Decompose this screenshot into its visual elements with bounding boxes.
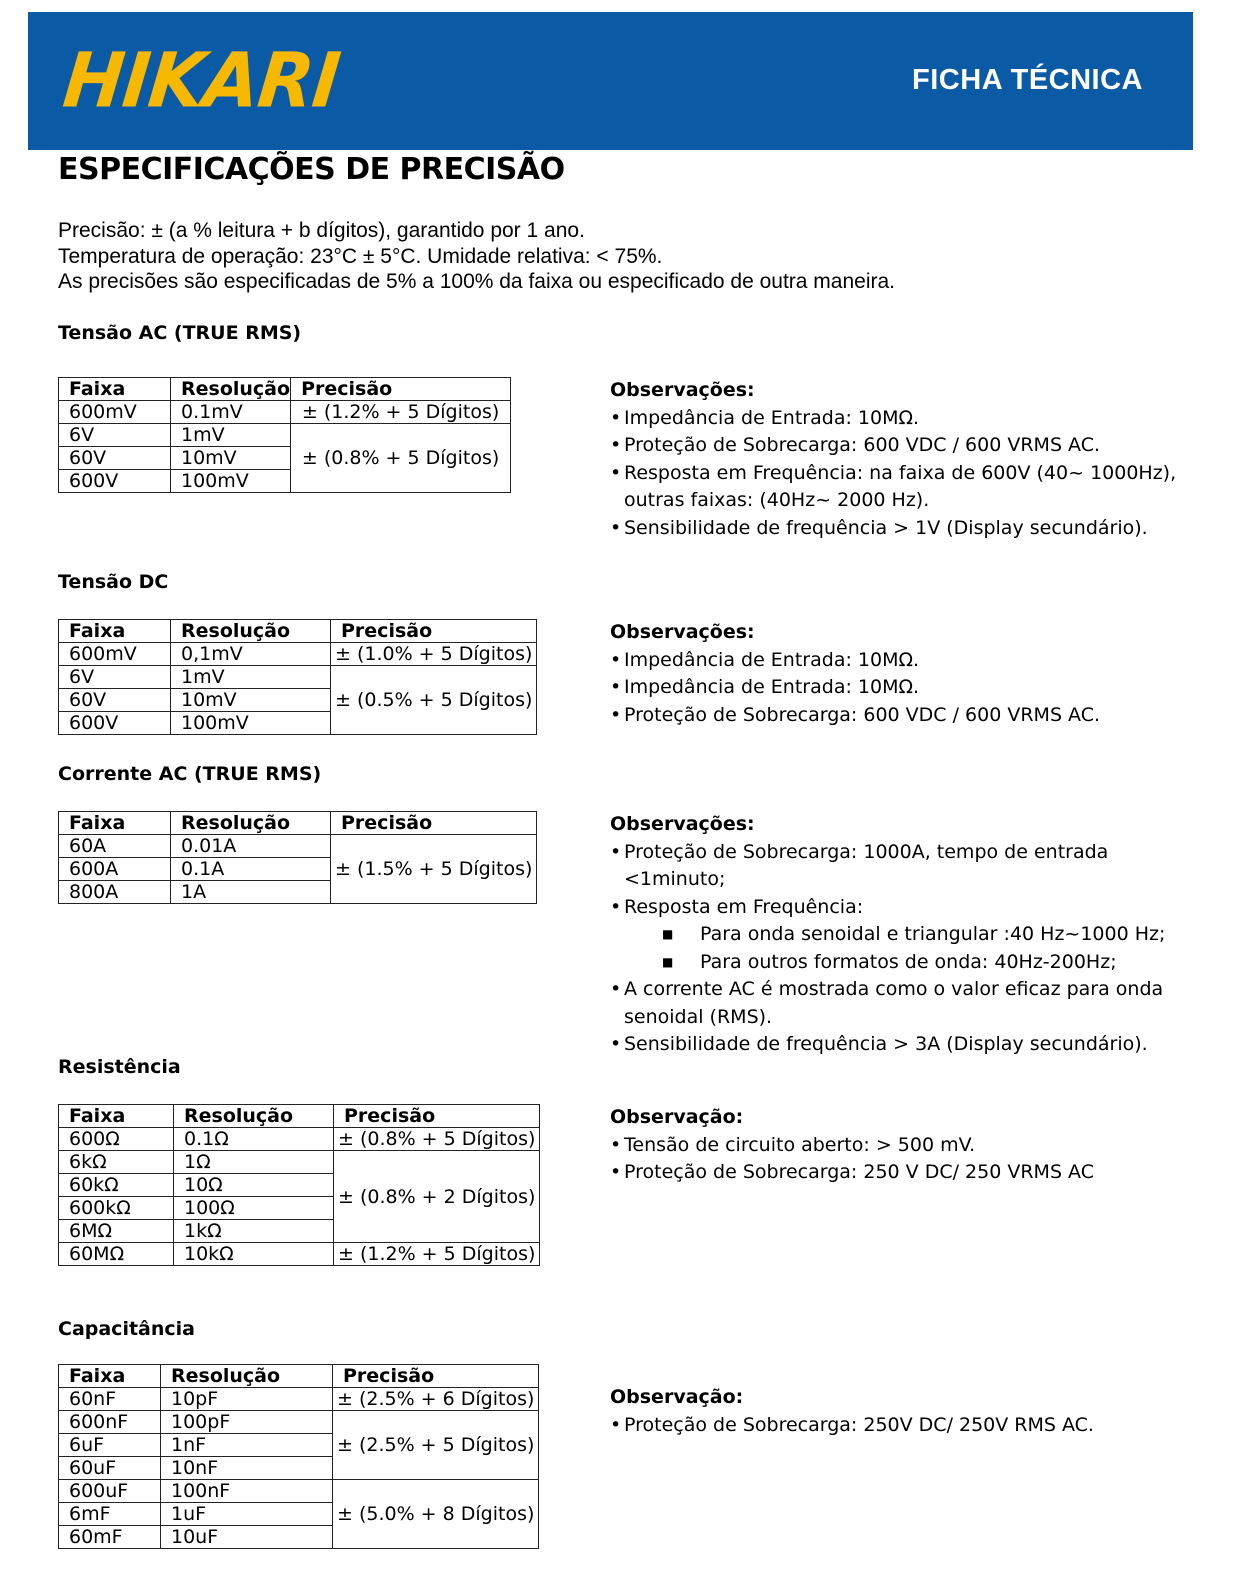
observation-subitem: ■ Para onda senoidal e triangular :40 Hz~1000 Hz; <box>610 921 1165 949</box>
cell-precision: ± (0.8% + 5 Dígitos) <box>291 424 511 493</box>
cell-resolution: 100mV <box>171 470 291 493</box>
table-header-row <box>59 378 511 401</box>
observations-title: Observações: <box>610 813 755 835</box>
table-row <box>59 1480 539 1503</box>
cell-precision: ± (2.5% + 5 Dígitos) <box>333 1411 539 1480</box>
intro-line: Precisão: ± (a % leitura + b dígitos), garantido por 1 ano. <box>58 219 585 242</box>
table-row <box>59 1411 539 1434</box>
table-row <box>59 424 511 447</box>
observations-cap <box>610 1384 1094 1439</box>
cell-range: 60kΩ <box>59 1174 174 1197</box>
cell-resolution: 1mV <box>171 424 291 447</box>
col-header: Faixa <box>59 378 171 401</box>
cell-resolution: 10mV <box>171 447 291 470</box>
cell-resolution: 0.01A <box>171 835 331 858</box>
cell-resolution: 1kΩ <box>174 1220 334 1243</box>
col-header: Faixa <box>59 620 171 643</box>
cell-resolution: 1uF <box>161 1503 333 1526</box>
observations-title: Observação: <box>610 1106 744 1128</box>
cell-range: 600kΩ <box>59 1197 174 1220</box>
cell-range: 6V <box>59 424 171 447</box>
col-header: Resolução <box>171 812 331 835</box>
table-row <box>59 1151 540 1174</box>
section-title-vdc: Tensão DC <box>58 571 169 593</box>
cell-range: 600V <box>59 470 171 493</box>
table-header-row <box>59 1105 540 1128</box>
col-header: Resolução <box>174 1105 334 1128</box>
col-header: Precisão <box>331 620 537 643</box>
cell-range: 60V <box>59 689 171 712</box>
cell-precision: ± (0.8% + 2 Dígitos) <box>334 1151 540 1243</box>
cell-precision: ± (0.8% + 5 Dígitos) <box>334 1128 540 1151</box>
intro-text <box>58 218 895 295</box>
cell-resolution: 1Ω <box>174 1151 334 1174</box>
observation-item <box>610 460 1176 515</box>
observation-item: • Proteção de Sobrecarga: 250V DC/ 250V RMS AC. <box>610 1412 1094 1440</box>
table-vdc <box>58 619 537 735</box>
cell-resolution: 10pF <box>161 1388 333 1411</box>
cell-range: 60nF <box>59 1388 161 1411</box>
cell-resolution: 0,1mV <box>171 643 331 666</box>
cell-resolution: 1nF <box>161 1434 333 1457</box>
col-header: Faixa <box>59 1365 161 1388</box>
col-header: Precisão <box>291 378 511 401</box>
col-header: Faixa <box>59 1105 174 1128</box>
cell-resolution: 10mV <box>171 689 331 712</box>
table-row <box>59 1128 540 1151</box>
table-row <box>59 643 537 666</box>
cell-range: 60V <box>59 447 171 470</box>
cell-range: 60mF <box>59 1526 161 1549</box>
table-header-row <box>59 812 537 835</box>
table-res <box>58 1104 540 1266</box>
cell-range: 600mV <box>59 401 171 424</box>
cell-resolution: 100Ω <box>174 1197 334 1220</box>
observation-item: • Tensão de circuito aberto: > 500 mV. <box>610 1132 1094 1160</box>
table-row <box>59 1243 540 1266</box>
table-vac <box>58 377 511 493</box>
cell-range: 600Ω <box>59 1128 174 1151</box>
observation-line: <1minuto; <box>624 868 726 890</box>
header-banner <box>28 12 1193 150</box>
observations-title: Observações: <box>610 379 755 401</box>
cell-resolution: 100pF <box>161 1411 333 1434</box>
cell-resolution: 0.1A <box>171 858 331 881</box>
cell-resolution: 10nF <box>161 1457 333 1480</box>
cell-range: 600V <box>59 712 171 735</box>
section-title-cap: Capacitância <box>58 1318 195 1340</box>
cell-precision: ± (5.0% + 8 Dígitos) <box>333 1480 539 1549</box>
table-row <box>59 401 511 424</box>
cell-precision: ± (2.5% + 6 Dígitos) <box>333 1388 539 1411</box>
cell-resolution: 10uF <box>161 1526 333 1549</box>
observation-line: • Resposta em Frequência: na faixa de 600V (40~ 1000Hz), <box>624 461 1177 484</box>
observation-item: • Impedância de Entrada: 10MΩ. <box>610 674 1100 702</box>
col-header: Resolução <box>161 1365 333 1388</box>
cell-resolution: 100nF <box>161 1480 333 1503</box>
observation-subitem: ■ Para outros formatos de onda: 40Hz-200Hz; <box>610 949 1165 977</box>
cell-precision: ± (1.5% + 5 Dígitos) <box>331 835 537 904</box>
table-iac <box>58 811 537 904</box>
cell-range: 60A <box>59 835 171 858</box>
observation-item <box>610 976 1165 1031</box>
observations-vdc <box>610 619 1100 729</box>
observation-item: • Proteção de Sobrecarga: 250 V DC/ 250 VRMS AC <box>610 1159 1094 1187</box>
cell-range: 800A <box>59 881 171 904</box>
observations-iac <box>610 811 1165 1059</box>
observations-res <box>610 1104 1094 1187</box>
cell-resolution: 0.1mV <box>171 401 291 424</box>
cell-precision: ± (1.2% + 5 Dígitos) <box>334 1243 540 1266</box>
cell-precision: ± (0.5% + 5 Dígitos) <box>331 666 537 735</box>
doc-type-label: FICHA TÉCNICA <box>912 64 1143 96</box>
cell-resolution: 10kΩ <box>174 1243 334 1266</box>
cell-range: 6V <box>59 666 171 689</box>
cell-precision: ± (1.0% + 5 Dígitos) <box>331 643 537 666</box>
observation-line: senoidal (RMS). <box>624 1005 773 1028</box>
observations-title: Observações: <box>610 621 755 643</box>
observation-item: • Resposta em Frequência: <box>610 894 1165 922</box>
section-title-res: Resistência <box>58 1056 181 1078</box>
observation-item: • Sensibilidade de frequência > 1V (Display secundário). <box>610 515 1176 543</box>
cell-resolution: 100mV <box>171 712 331 735</box>
cell-resolution: 0.1Ω <box>174 1128 334 1151</box>
table-header-row <box>59 1365 539 1388</box>
col-header: Precisão <box>331 812 537 835</box>
cell-resolution: 10Ω <box>174 1174 334 1197</box>
page-title: ESPECIFICAÇÕES DE PRECISÃO <box>58 152 565 187</box>
intro-line: As precisões são especificadas de 5% a 100% da faixa ou especificado de outra maneira. <box>58 270 896 293</box>
section-title-vac: Tensão AC (TRUE RMS) <box>58 322 302 344</box>
cell-range: 6kΩ <box>59 1151 174 1174</box>
observation-item: • Proteção de Sobrecarga: 600 VDC / 600 VRMS AC. <box>610 432 1176 460</box>
brand-logo: HIKARI <box>59 35 344 125</box>
col-header: Resolução <box>171 378 291 401</box>
table-row <box>59 835 537 858</box>
col-header: Faixa <box>59 812 171 835</box>
table-row <box>59 666 537 689</box>
table-cap <box>58 1364 539 1549</box>
observation-line: • A corrente AC é mostrada como o valor eficaz para onda <box>624 978 1164 1000</box>
observation-line: outras faixas: (40Hz~ 2000 Hz). <box>624 489 930 511</box>
cell-resolution: 1mV <box>171 666 331 689</box>
cell-precision: ± (1.2% + 5 Dígitos) <box>291 401 511 424</box>
cell-resolution: 1A <box>171 881 331 904</box>
cell-range: 600nF <box>59 1411 161 1434</box>
observations-vac <box>610 377 1176 542</box>
cell-range: 600uF <box>59 1480 161 1503</box>
observation-line: • Proteção de Sobrecarga: 1000A, tempo de entrada <box>624 840 1109 863</box>
col-header: Precisão <box>334 1105 540 1128</box>
col-header: Resolução <box>171 620 331 643</box>
section-title-iac: Corrente AC (TRUE RMS) <box>58 763 322 785</box>
observation-item: • Proteção de Sobrecarga: 600 VDC / 600 VRMS AC. <box>610 702 1100 730</box>
observations-title: Observação: <box>610 1386 744 1408</box>
intro-line: Temperatura de operação: 23°C ± 5°C. Umidade relativa: < 75%. <box>58 244 663 268</box>
cell-range: 6uF <box>59 1434 161 1457</box>
table-row <box>59 1388 539 1411</box>
observation-item: • Sensibilidade de frequência > 3A (Display secundário). <box>610 1031 1165 1059</box>
cell-range: 600A <box>59 858 171 881</box>
table-header-row <box>59 620 537 643</box>
observation-item <box>610 839 1165 894</box>
cell-range: 6MΩ <box>59 1220 174 1243</box>
cell-range: 60MΩ <box>59 1243 174 1266</box>
col-header: Precisão <box>333 1365 539 1388</box>
observation-item: • Impedância de Entrada: 10MΩ. <box>610 405 1176 433</box>
observation-item: • Impedância de Entrada: 10MΩ. <box>610 647 1100 675</box>
cell-range: 60uF <box>59 1457 161 1480</box>
cell-range: 6mF <box>59 1503 161 1526</box>
cell-range: 600mV <box>59 643 171 666</box>
